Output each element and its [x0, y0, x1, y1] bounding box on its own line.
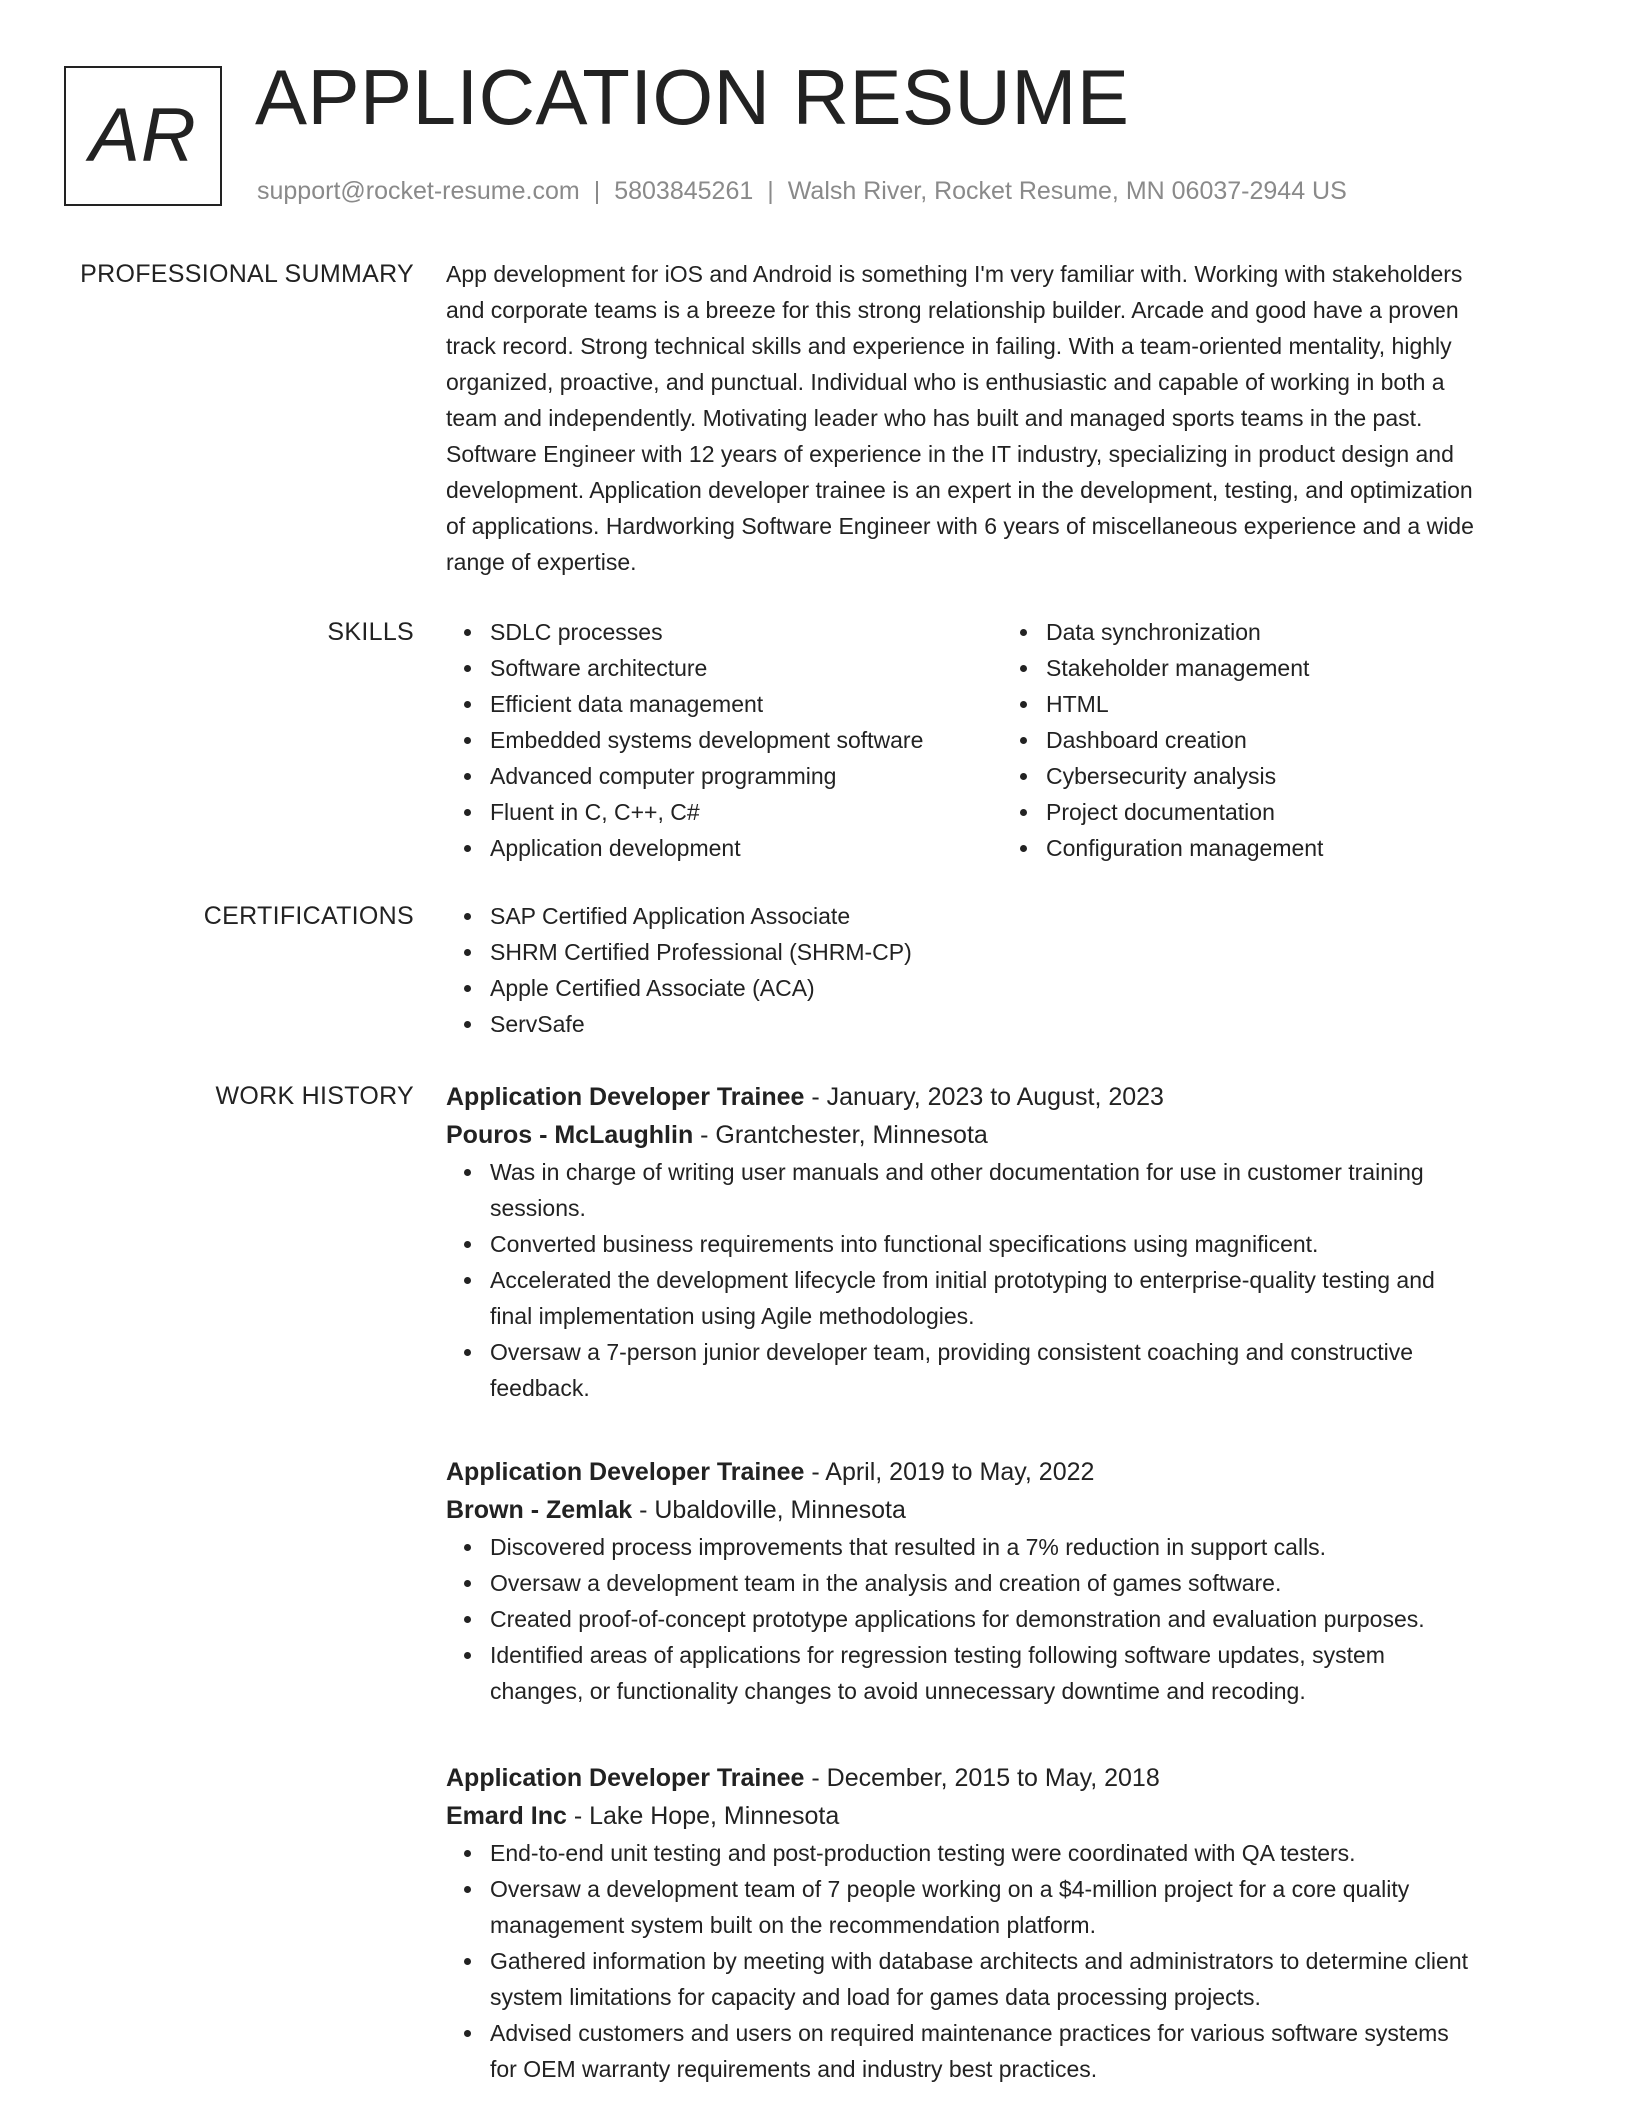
- job-bullet-line: system limitations for capacity and load for games data processing projects.: [490, 1984, 1261, 2010]
- summary-line: range of expertise.: [446, 549, 637, 575]
- job-bullet: [490, 1637, 1558, 1709]
- skill-item: Configuration management: [1046, 830, 1558, 866]
- job-bullet-line: for OEM warranty requirements and industry best practices.: [490, 2056, 1098, 2082]
- job-bullet-line: Identified areas of applications for regression testing following software updates, system: [490, 1642, 1385, 1668]
- job-bullet: [490, 1262, 1558, 1334]
- job-title-line: [446, 1078, 1558, 1116]
- job-bullet: [490, 1601, 1558, 1637]
- job-body: [446, 1078, 1558, 1406]
- job-dates: - December, 2015 to May, 2018: [804, 1764, 1160, 1792]
- job-location: - Grantchester, Minnesota: [693, 1121, 988, 1149]
- job-dates: - January, 2023 to August, 2023: [804, 1083, 1164, 1111]
- job-company-line: [446, 1116, 1558, 1154]
- job-bullet-line: Gathered information by meeting with database architects and administrators to determine client: [490, 1948, 1469, 1974]
- certification-item: ServSafe: [490, 1006, 1558, 1042]
- skill-item: Efficient data management: [490, 686, 1002, 722]
- summary-line: of applications. Hardworking Software Engineer with 6 years of miscellaneous experience and a wide: [446, 513, 1474, 539]
- job-bullet-line: Oversaw a development team of 7 people working on a $4-million project for a core quality: [490, 1876, 1410, 1902]
- summary-line: organized, proactive, and punctual. Individual who is enthusiastic and capable of working in both a: [446, 369, 1445, 395]
- contact-email: support@rocket-resume.com: [257, 177, 580, 205]
- job-title-line: [446, 1453, 1558, 1491]
- job-bullet-line: Oversaw a 7-person junior developer team, providing consistent coaching and constructive: [490, 1339, 1414, 1365]
- monogram-initials: AR: [89, 93, 197, 178]
- contact-separator: |: [593, 177, 601, 205]
- job-bullet-line: End-to-end unit testing and post-production testing were coordinated with QA testers.: [490, 1840, 1356, 1866]
- contact-address: Walsh River, Rocket Resume, MN 06037-2944 US: [787, 177, 1347, 205]
- resume-title: APPLICATION RESUME: [255, 53, 1130, 141]
- job-location: - Ubaldoville, Minnesota: [632, 1496, 906, 1524]
- job-bullet: [490, 1334, 1558, 1406]
- job-bullet-line: Discovered process improvements that resulted in a 7% reduction in support calls.: [490, 1534, 1327, 1560]
- contact-line: [257, 176, 1347, 206]
- skills-body: [446, 614, 1558, 866]
- skill-item: HTML: [1046, 686, 1558, 722]
- job-company: Pouros - McLaughlin: [446, 1121, 694, 1149]
- job-bullet-line: Created proof-of-concept prototype applications for demonstration and evaluation purposes.: [490, 1606, 1425, 1632]
- skill-item: Data synchronization: [1046, 614, 1558, 650]
- summary-line: track record. Strong technical skills and experience in failing. With a team-oriented mentality, highly: [446, 333, 1452, 359]
- skills-list-left: [446, 614, 1002, 866]
- monogram-box: [64, 66, 222, 206]
- contact-separator: |: [767, 177, 774, 205]
- job-bullet: [490, 1154, 1558, 1226]
- job-bullet: [490, 1943, 1558, 2015]
- section-label-work-history: WORK HISTORY: [215, 1082, 414, 1110]
- job-title: Application Developer Trainee: [446, 1764, 805, 1792]
- skill-item: Stakeholder management: [1046, 650, 1558, 686]
- job-bullet: [490, 1529, 1558, 1565]
- summary-line: and corporate teams is a breeze for this strong relationship builder. Arcade and good have a proven: [446, 297, 1459, 323]
- contact-phone: 5803845261: [614, 177, 754, 205]
- job-bullet: [490, 2015, 1558, 2087]
- skill-item: Advanced computer programming: [490, 758, 1002, 794]
- skill-item: Project documentation: [1046, 794, 1558, 830]
- job-title: Application Developer Trainee: [446, 1083, 805, 1111]
- job-bullet-list: [446, 1154, 1558, 1406]
- summary-line: team and independently. Motivating leader who has built and managed sports teams in the past.: [446, 405, 1423, 431]
- job-bullet-line: management system built on the recommendation platform.: [490, 1912, 1096, 1938]
- job-title: Application Developer Trainee: [446, 1458, 805, 1486]
- summary-line: development. Application developer trainee is an expert in the development, testing, and optimization: [446, 477, 1473, 503]
- job-bullet-line: Oversaw a development team in the analysis and creation of games software.: [490, 1570, 1282, 1596]
- job-bullet-line: Converted business requirements into functional specifications using magnificent.: [490, 1231, 1319, 1257]
- skill-item: Software architecture: [490, 650, 1002, 686]
- job-company: Brown - Zemlak: [446, 1496, 633, 1524]
- job-bullet: [490, 1226, 1558, 1262]
- summary-body: [446, 256, 1558, 580]
- job-body: [446, 1453, 1558, 1709]
- summary-line: App development for iOS and Android is something I'm very familiar with. Working with stakeholders: [446, 261, 1463, 287]
- job-bullet-line: feedback.: [490, 1375, 590, 1401]
- job-title-line: [446, 1759, 1558, 1797]
- summary-line: Software Engineer with 12 years of experience in the IT industry, specializing in product design and: [446, 441, 1454, 467]
- job-bullet-line: Was in charge of writing user manuals and other documentation for use in customer training: [490, 1159, 1424, 1185]
- job-location: - Lake Hope, Minnesota: [566, 1802, 840, 1830]
- section-label-certifications: CERTIFICATIONS: [203, 902, 414, 930]
- job-bullet: [490, 1835, 1558, 1871]
- job-company-line: [446, 1491, 1558, 1529]
- job-bullet-line: changes, or functionality changes to avoid unnecessary downtime and recoding.: [490, 1678, 1306, 1704]
- job-dates: - April, 2019 to May, 2022: [804, 1458, 1095, 1486]
- job-company: Emard Inc: [446, 1802, 567, 1830]
- skills-list-right: [1002, 614, 1558, 866]
- certification-item: SHRM Certified Professional (SHRM-CP): [490, 934, 1558, 970]
- certifications-list: [446, 898, 1558, 1042]
- skill-item: Embedded systems development software: [490, 722, 1002, 758]
- job-bullet-line: final implementation using Agile methodologies.: [490, 1303, 975, 1329]
- skill-item: Cybersecurity analysis: [1046, 758, 1558, 794]
- section-label-skills: SKILLS: [327, 618, 414, 646]
- job-bullet-line: Accelerated the development lifecycle from initial prototyping to enterprise-quality testing and: [490, 1267, 1435, 1293]
- job-bullet-list: [446, 1529, 1558, 1709]
- skill-item: Dashboard creation: [1046, 722, 1558, 758]
- job-bullet-list: [446, 1835, 1558, 2087]
- skill-item: Fluent in C, C++, C#: [490, 794, 1002, 830]
- job-bullet: [490, 1565, 1558, 1601]
- skill-item: SDLC processes: [490, 614, 1002, 650]
- certification-item: SAP Certified Application Associate: [490, 898, 1558, 934]
- job-bullet: [490, 1871, 1558, 1943]
- section-label-summary: PROFESSIONAL SUMMARY: [80, 260, 414, 288]
- job-body: [446, 1759, 1558, 2087]
- certifications-body: [446, 898, 1558, 1042]
- job-company-line: [446, 1797, 1558, 1835]
- certification-item: Apple Certified Associate (ACA): [490, 970, 1558, 1006]
- job-bullet-line: Advised customers and users on required maintenance practices for various software systems: [490, 2020, 1449, 2046]
- skill-item: Application development: [490, 830, 1002, 866]
- job-bullet-line: sessions.: [490, 1195, 586, 1221]
